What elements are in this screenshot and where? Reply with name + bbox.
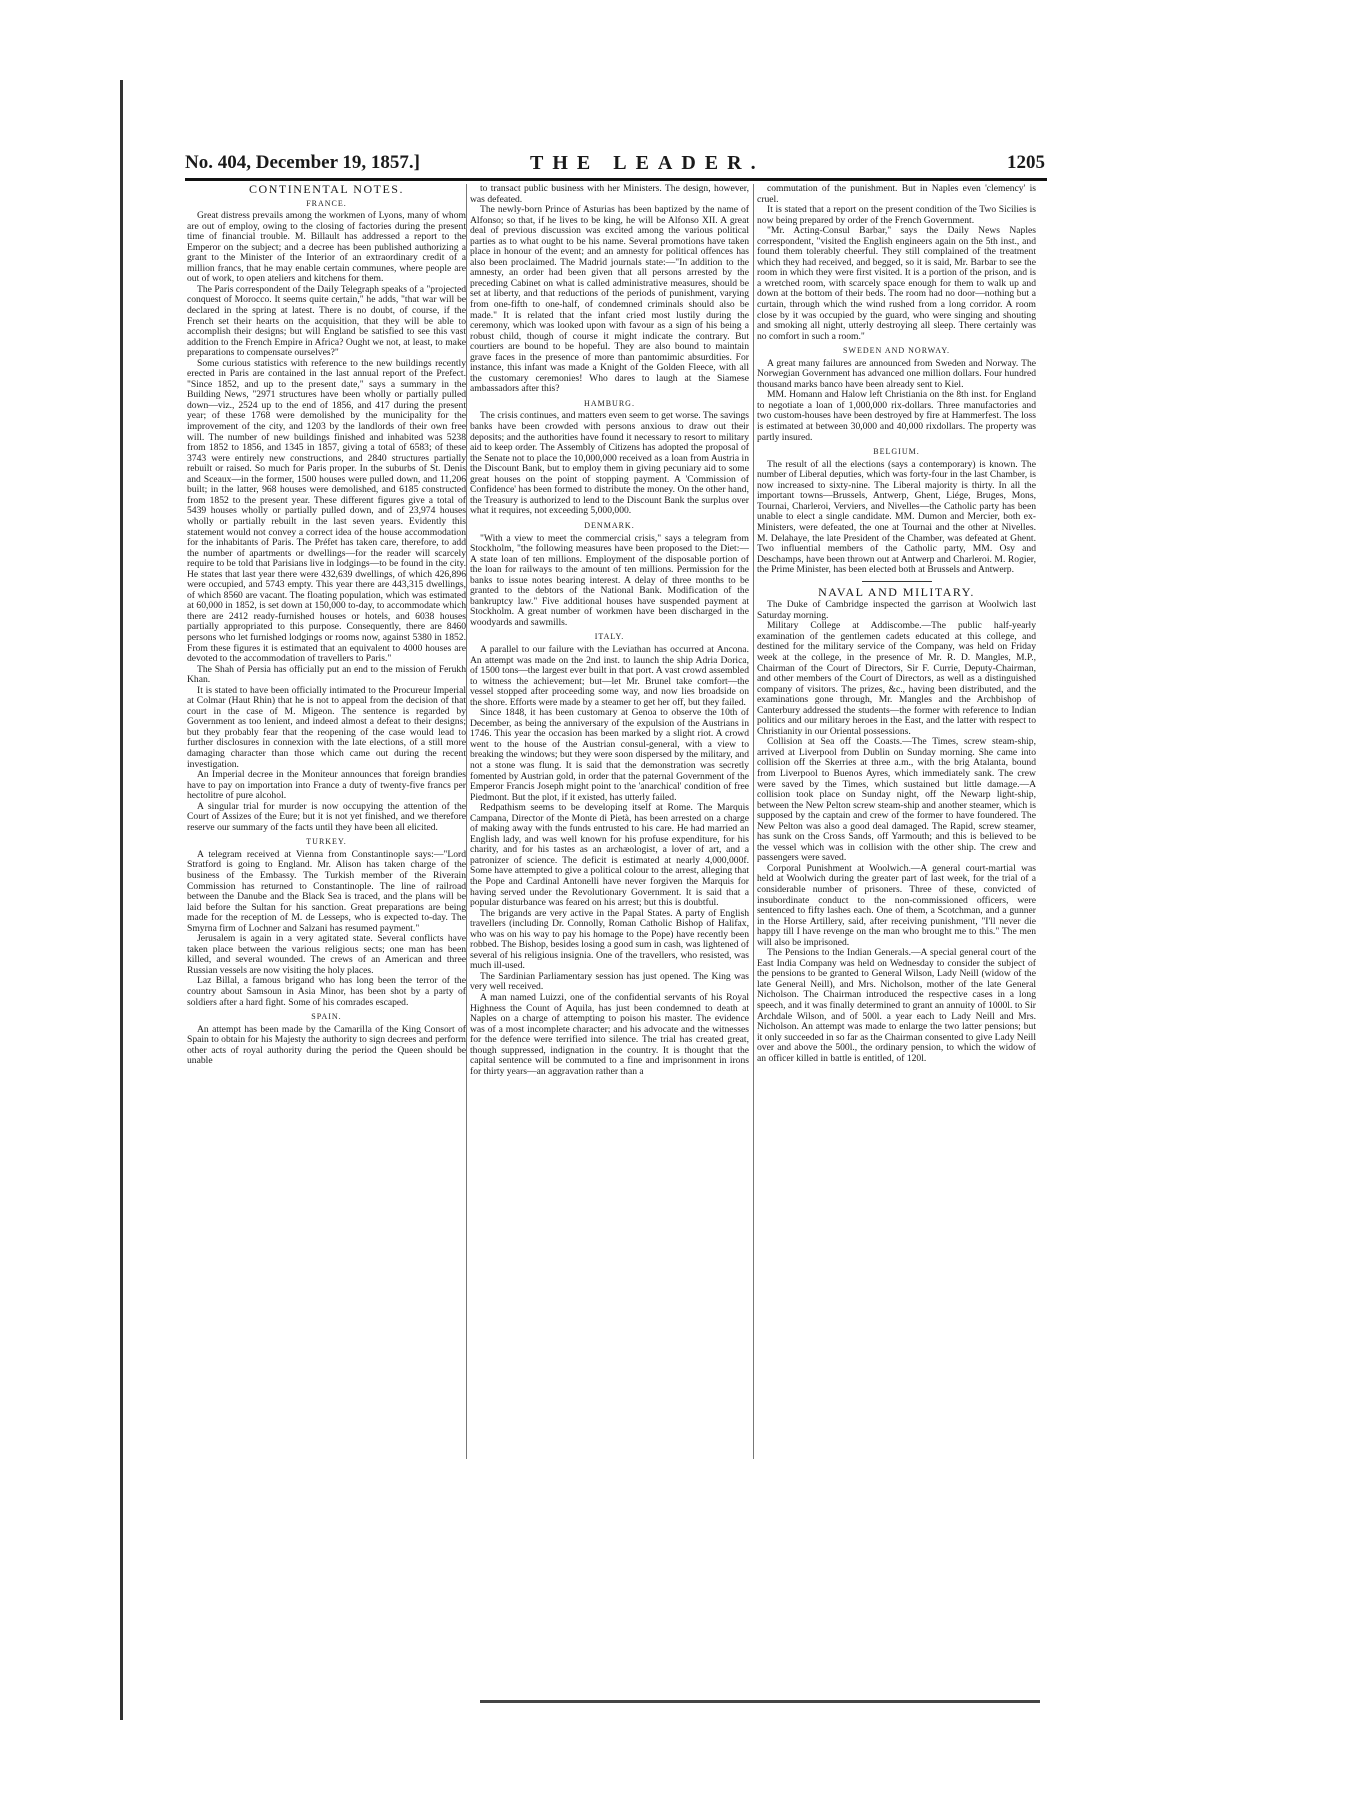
paragraph: It is stated that a report on the present condition of the Two Sicilies is now being prepared by order of the French Government. <box>757 204 1036 226</box>
paragraph: The Pensions to the Indian Generals.—A special general court of the East India Company was held on Wednesday to consider the subject of the pensions to be granted to General Wilson, Lady Neill (widow of the late General Neill), and Mrs. Nicholson, mother of the late General Nicholson. The Chairman introduced the respective cases in a long speech, and it was finally determined to grant an annuity of 1000l. to Sir Archdale Wilson, and of 500l. a year each to Lady Neill and Mrs. Nicholson. An attempt was made to enlarge the two latter pensions; but it only succeeded in so far as the Chairman consented to give Lady Neill over and above the 500l., the ordinary pension, to which the widow of an officer killed in battle is entitled, of 120l. <box>757 947 1036 1064</box>
divider <box>862 581 932 582</box>
column-3 <box>757 184 1036 1459</box>
section-heading: SPAIN. <box>311 1012 342 1022</box>
article-heading: NAVAL AND MILITARY. <box>818 584 975 599</box>
section-heading: HAMBURG. <box>584 398 635 408</box>
paragraph: "With a view to meet the commercial crisis," says a telegram from Stockholm, "the following measures have been proposed to the Diet:—A state loan of ten millions. Employment of the disposable portion of the loan for railways to the amount of ten millions. Permission for the banks to issue notes bearing interest. A delay of three months to be granted to the debtors of the National Bank. Modification of the bankruptcy law." Five additional houses have suspended payment at Stockholm. A great number of workmen have been discharged in the woodyards and sawmills. <box>470 532 749 628</box>
paragraph: The Shah of Persia has officially put an end to the mission of Ferukh Khan. <box>187 663 466 686</box>
section-heading: TURKEY. <box>306 837 347 847</box>
paragraph: Laz Billal, a famous brigand who has long been the terror of the country about Samsoun in Asia Minor, has been shot by a party of soldiers after a hard fight. Some of his comrades escaped. <box>187 975 466 1008</box>
paragraph: The Sardinian Parliamentary session has just opened. The King was very well received. <box>470 970 749 993</box>
paragraph: Jerusalem is again in a very agitated state. Several conflicts have taken place between the various religious sects; one man has been killed, and several wounded. The crews of an American and three Russian vessels are now visiting the holy places. <box>187 933 466 976</box>
footer-rule <box>480 1700 1040 1703</box>
paragraph: A great many failures are announced from Sweden and Norway. The Norwegian Government has advanced one million dollars. Four hundred thousand marks banco have been already sent to Kiel. <box>757 357 1036 390</box>
column-divider <box>753 184 754 1459</box>
paragraph: commutation of the punishment. But in Naples even 'clemency' is cruel. <box>757 184 1036 205</box>
paragraph: Corporal Punishment at Woolwich.—A general court-martial was held at Woolwich during the greater part of last week, for the trial of a considerable number of prisoners. Three of these, convicted of insubordinate conduct to the non-commissioned officers, were sentenced to fifty lashes each. One of them, a Scotchman, and a gunner in the Horse Artillery, said, after receiving punishment, "I'll never die happy till I have revenge on the man who brought me to this." The men will also be imprisoned. <box>757 862 1036 948</box>
paragraph: MM. Homann and Halow left Christiania on the 8th inst. for England to negotiate a loan of 1,000,000 rix-dollars. Three manufactories and two custom-houses have been destroyed by fire at Hammerfest. The loss is estimated at between 30,000 and 40,000 rixdollars. The property was partly insured. <box>757 389 1036 443</box>
paragraph: A man named Luizzi, one of the confidential servants of his Royal Highness the Count of Aquila, has just been condemned to death at Naples on a charge of attempting to poison his master. The evidence was of a most incomplete character; and his advocate and the witnesses for the defence were terrified into silence. The trial has created great, though suppressed, indignation in the country. It is thought that the capital sentence will be commuted to a fine and imprisonment in irons for thirty years—an aggravation rather than a <box>470 992 749 1077</box>
paragraph: Since 1848, it has been customary at Genoa to observe the 10th of December, as being the anniversary of the expulsion of the Austrians in 1746. This year the occasion has been marked by a slight riot. A crowd went to the house of the Austrian consul-general, with a view to breaking the windows; but they were soon dispersed by the military, and not a stone was flung. It is said that the demonstration was secretly fomented by Austrian gold, in order that the paternal Government of the Emperor Francis Joseph might point to the 'anarchical' condition of free Piedmont. But the plot, if it existed, has utterly failed. <box>470 707 749 803</box>
page-header <box>185 152 1045 178</box>
column-divider <box>466 184 467 1459</box>
paragraph: A singular trial for murder is now occupying the attention of the Court of Assizes of the Eure; but it is not yet finished, and we therefore reserve our summary of the facts until they have been all elicited. <box>187 800 466 833</box>
section-heading: DENMARK. <box>584 520 635 530</box>
issue-date: No. 404, December 19, 1857.] <box>185 152 420 173</box>
paragraph: Great distress prevails among the workmen of Lyons, many of whom are out of employ, owing to the closing of factories during the present time of financial trouble. M. Billault has addressed a report to the Emperor on the subject; and a decree has been published authorizing a grant to the Minister of the Interior of an extraordinary credit of a million francs, that he may enable certain communes, where people are out of work, to open ateliers and kitchens for them. <box>187 210 466 285</box>
paragraph: Collision at Sea off the Coasts.—The Times, screw steam-ship, arrived at Liverpool from Dublin on Sunday morning. She came into collision off the Skerries at three a.m., with the brig Atalanta, bound from Liverpool to Buenos Ayres, which immediately sank. The crew were saved by the Times, which sustained but little damage.—A collision took place on Sunday night, off the Newarp light-ship, between the New Pelton screw steam-ship and another steamer, which is supposed by the captain and crew of the former to have foundered. The New Pelton was also a good deal damaged. The Rapid, screw steamer, has sunk on the Cross Sands, off Yarmouth; and this is believed to be the vessel which was in collision with the other ship. The crew and passengers were saved. <box>757 736 1036 864</box>
paragraph: "Mr. Acting-Consul Barbar," says the Daily News Naples correspondent, "visited the English engineers again on the 5th inst., and found them tolerably cheerful. They still complained of the treatment which they had received, and begged, so it is said, Mr. Barbar to see the room in which they were first visited. It is a portion of the prison, and is a wretched room, with scarcely space enough for them to walk up and down at the bottom of their beds. The room had no door—nothing but a curtain, through which the wind rushed from a long corridor. A room close by it was occupied by the guard, who were singing and shouting and smoking all night, utterly destroying all sleep. There certainly was no comfort in such a room." <box>757 225 1036 342</box>
paragraph: An attempt has been made by the Camarilla of the King Consort of Spain to obtain for his Majesty the authority to sign decrees and perform other acts of royal authority during the period the Queen should be unable <box>187 1023 466 1067</box>
paragraph: to transact public business with her Ministers. The design, however, was defeated. <box>470 184 749 205</box>
paragraph: An Imperial decree in the Moniteur announces that foreign brandies have to pay on importation into France a duty of twenty-five francs per hectolitre of pure alcohol. <box>187 769 466 802</box>
column-2 <box>470 184 749 1459</box>
header-rule <box>185 178 1047 181</box>
paragraph: It is stated to have been officially intimated to the Procureur Imperial at Colmar (Haut Rhin) that he is not to appeal from the decision of that court in the case of M. Migeon. The sentence is regarded by Government as too lenient, and indeed almost a defeat to their designs; but they probably fear that the reopening of the case would lead to further disclosures in connexion with the late elections, of a still more damaging character than those which came out during the recent investigation. <box>187 684 466 770</box>
paragraph: Military College at Addiscombe.—The public half-yearly examination of the gentlemen cadets educated at this college, and destined for the military service of the Company, was held on Friday week at the college, in the presence of Mr. R. D. Mangles, M.P., Chairman of the Court of Directors, Sir F. Currie, Deputy-Chairman, and other members of the Court of Directors, as well as a distinguished company of visitors. The prizes, &c., having been distributed, and the examinations gone through, Mr. Mangles and the Archbishop of Canterbury addressed the students—the former with reference to Indian politics and our military heroes in the East, and the latter with respect to Christianity in our Oriental possessions. <box>757 620 1036 737</box>
paragraph: Some curious statistics with reference to the new buildings recently erected in Paris are contained in the last annual report of the Prefect. "Since 1852, and up to the present date," says a summary in the Building News, "2971 structures have been wholly or partially pulled down—viz., 2524 up to the end of 1856, and 417 during the present year; of these 1768 were demolished by the municipality for the improvement of the city, and 1203 by the landlords of their own free will. The number of new buildings finished and inhabited was 5238 from 1852 to 1856, and 1345 in 1857, giving a total of 6583; of these 3743 were entirely new constructions, and 2840 structures partially rebuilt or raised. So much for Paris proper. In the suburbs of St. Denis and Sceaux—in the former, 1500 houses were pulled down, and 11,206 built; in the latter, 968 houses were demolished, and 6185 constructed from 1852 to the present year. These different figures give a total of 5439 houses wholly or partially pulled down, and of 23,974 houses wholly or partially rebuilt in the last seven years. Evidently this statement would not convey a correct idea of the house accommodation for the inhabitants of Paris. The Préfet has taken care, therefore, to add the number of apartments or dwellings—for the reader will scarcely require to be told that Parisians live in lodgings—to be found in the city. He states that last year there were 432,639 dwellings, of which 426,896 were occupied, and 5743 empty. This year there are 443,315 dwellings, of which 8560 are vacant. The floating population, which was estimated at 60,000 in 1852, is set down at 150,000 to-day, to accommodate which there are 2412 ready-furnished houses or hotels, and 6038 houses partially appropriated to this purpose. Consequently, there are 8460 persons who let furnished lodgings or rooms now, against 5380 in 1852. From these figures it is estimated that an equivalent to 4000 houses are devoted to the accommodation of travellers to Paris." <box>187 357 466 665</box>
paragraph: The brigands are very active in the Papal States. A party of English travellers (including Dr. Connolly, Roman Catholic Bishop of Halifax, who was on his way to pay his homage to the Pope) have recently been robbed. The Bishop, besides losing a good sum in cash, was lightened of several of his religious insignia. One of the travellers, who resisted, was much ill-used. <box>470 907 749 972</box>
column-1 <box>187 184 466 1459</box>
paragraph: A parallel to our failure with the Leviathan has occurred at Ancona. An attempt was made on the 2nd inst. to launch the ship Adria Dorica, of 1500 tons—the largest ever built in that port. A vast crowd assembled to witness the achievement; but—let Mr. Brunel take comfort—the vessel stopped after proceeding some way, and now lies broadside on the shore. Efforts were made by a steamer to get her off, but they failed. <box>470 643 749 708</box>
binding-edge <box>120 80 123 1720</box>
paragraph: The newly-born Prince of Asturias has been baptized by the name of Alfonso; so that, if he lives to be king, he will be Alfonso XII. A great deal of previous discussion was excited among the various political parties as to what ought to be his name. Several promotions have taken place in honour of the event; and an amnesty for political offences has also been proclaimed. The Madrid journals state:—"In addition to the amnesty, an order had been given that all persons arrested by the preceding Cabinet on what is called administrative measures, should be set at liberty, and that reductions of the periods of punishment, varying from one-fifth to one-half, of condemned criminals should also be made." It is related that the infant cried most lustily during the ceremony, which was looked upon with favour as a sign of his being a robust child, though of course it might indicate the contrary. But courtiers are bound to be hopeful. They are also bound to maintain grave faces in the presence of more than pantomimic absurdities. For instance, this infant was made a Knight of the Golden Fleece, with all the customary ceremonies! Who dares to laugh at the Siamese ambassadors after this? <box>470 204 749 395</box>
section-heading: BELGIUM. <box>873 447 920 457</box>
article-heading: CONTINENTAL NOTES. <box>249 184 404 196</box>
paragraph: The result of all the elections (says a contemporary) is known. The number of Liberal deputies, which was forty-four in the last Chamber, is now increased to sixty-nine. The Liberal majority is thirty. In all the important towns—Brussels, Antwerp, Ghent, Liége, Bruges, Mons, Tournai, Charleroi, Verviers, and Nivelles—the Catholic party has been unable to elect a single candidate. MM. Dumon and Mercier, both ex-Ministers, were defeated, the one at Tournai and the other at Nivelles. M. Delahaye, the late President of the Chamber, was defeated at Ghent. Two influential members of the Catholic party, MM. Osy and Deschamps, have been thrown out at Antwerp and Charleroi. M. Rogier, the Prime Minister, has been elected both at Brussels and Antwerp. <box>757 458 1036 576</box>
paragraph: A telegram received at Vienna from Constantinople says:—"Lord Stratford is going to England. Mr. Alison has taken charge of the business of the Embassy. The Turkish member of the Riverain Commission has returned to Constantinople. The line of railroad between the Danube and the Black Sea is traced, and the plans will be laid before the Sultan for his sanction. Great preparations are being made for the reception of M. de Lesseps, who is expected to-day. The Smyrna firm of Lochner and Salzani has resumed payment." <box>187 848 466 934</box>
section-heading: ITALY. <box>594 632 625 642</box>
page-number: 1205 <box>1007 152 1045 173</box>
paragraph: The Duke of Cambridge inspected the garrison at Woolwich last Saturday morning. <box>757 599 1036 621</box>
paragraph: The crisis continues, and matters even seem to get worse. The savings banks have been crowded with persons anxious to draw out their deposits; and the authorities have found it necessary to resort to military aid to keep order. The Assembly of Citizens has adopted the proposal of the Senate not to place the 10,000,000 received as a loan from Austria in the Discount Bank, but to employ them in giving pecuniary aid to some great houses on the point of stopping payment. A 'Commission of Confidence' has been formed to distribute the money. On the other hand, the Treasury is authorized to lend to the Discount Bank the surplus over what it requires, not exceeding 5,000,000. <box>470 410 749 517</box>
newspaper-title: THE LEADER. <box>530 152 765 174</box>
paragraph: The Paris correspondent of the Daily Telegraph speaks of a "projected conquest of Morocco. It seems quite certain," he adds, "that war will be declared in the spring at latest. There is no doubt, of course, if the French set their hearts on the acquisition, that they will be able to accomplish their designs; but will England be satisfied to see this vast addition to the French Empire in Africa? Ought we not, at least, to make preparations to compensate ourselves?" <box>187 283 466 359</box>
section-heading: SWEDEN AND NORWAY. <box>842 346 951 356</box>
paragraph: Redpathism seems to be developing itself at Rome. The Marquis Campana, Director of the Monte di Pietà, has been arrested on a charge of making away with the funds entrusted to his care. He had married an English lady, and was well known for his profuse expenditure, for his charity, and for his tastes as an archæologist, a lover of art, and a patronizer of science. The deficit is estimated at nearly 4,000,000f. Some have attempted to give a political colour to the arrest, alleging that the Pope and Cardinal Antonelli have never forgiven the Marquis for having served under the Revolutionary Government. It is said that a popular disturbance was feared on his arrest; but this is doubtful. <box>470 802 749 909</box>
section-heading: FRANCE. <box>306 198 347 208</box>
